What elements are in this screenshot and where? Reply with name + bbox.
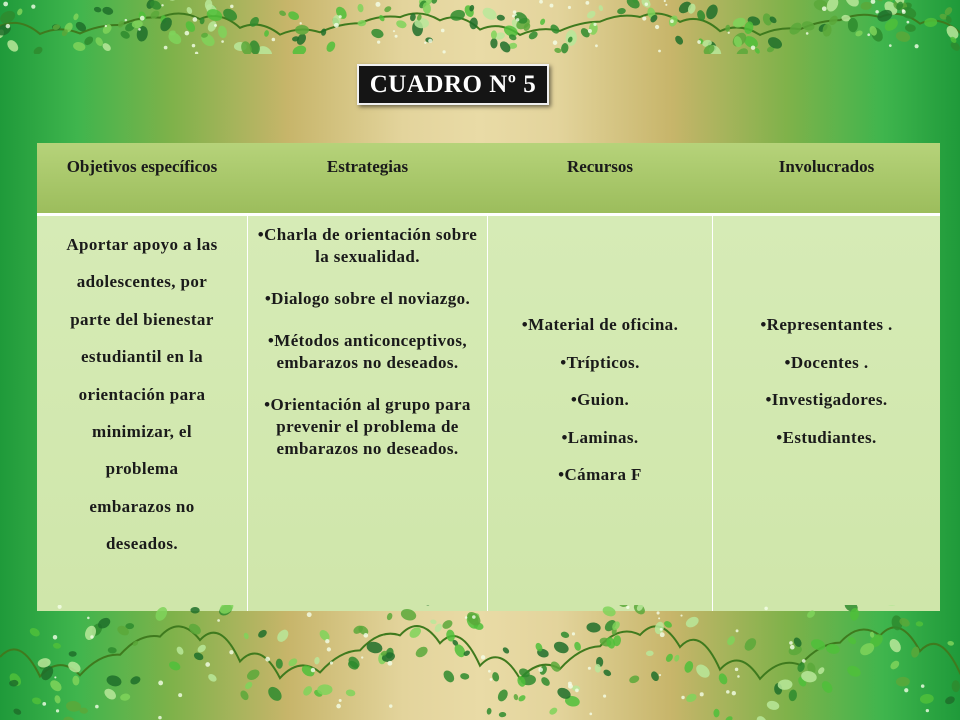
header-involucrados: Involucrados: [778, 157, 875, 176]
recurso-item: •Laminas.: [561, 427, 639, 447]
recursos-list: [488, 216, 712, 494]
table-header-row: [37, 143, 940, 216]
estrategias-list: [248, 216, 487, 460]
cell-involucrados: [713, 216, 940, 611]
objetivos-line: parte del bienestar: [70, 309, 214, 329]
recurso-item: •Material de oficina.: [521, 315, 679, 334]
objetivos-line: embarazos no: [89, 496, 195, 516]
header-recursos: Recursos: [566, 157, 634, 176]
objetivos-line: deseados.: [105, 534, 179, 554]
top-ivy-garland: [0, 0, 960, 54]
objetivos-line: adolescentes, por: [76, 272, 208, 292]
involucrado-item: •Representantes .: [760, 315, 893, 334]
cell-objetivos: [37, 216, 247, 611]
involucrado-item: •Docentes .: [784, 352, 869, 372]
ivy-garland-icon: [0, 0, 960, 54]
recurso-item: •Guion.: [570, 390, 630, 409]
recurso-item: •Cámara F: [558, 465, 642, 484]
estrategia-item: •Orientación al grupo para prevenir el problema de embarazos no deseados.: [264, 395, 471, 458]
estrategia-item: •Métodos anticonceptivos, embarazos no deseados.: [267, 331, 468, 372]
header-objetivos: Objetivos específicos: [66, 157, 218, 176]
bottom-ivy-garland: [0, 605, 960, 720]
objetivos-line: minimizar, el: [92, 422, 192, 442]
objetivos-line: Aportar apoyo a las: [66, 235, 218, 254]
estrategia-item: •Charla de orientación sobre la sexualidad.: [257, 225, 478, 266]
objetivos-line: estudiantil en la: [80, 347, 204, 367]
cell-recursos: [488, 216, 712, 611]
table-body-row: [37, 216, 940, 611]
objetivos-line: orientación para: [78, 384, 206, 404]
involucrado-item: •Investigadores.: [765, 390, 888, 409]
involucrados-list: [713, 216, 940, 456]
objetivos-line: problema: [105, 459, 179, 479]
cell-estrategias: [248, 216, 487, 611]
ivy-garland-icon: [0, 605, 960, 720]
involucrado-item: •Estudiantes.: [776, 427, 877, 447]
slide-title: CUADRO Nº 5: [357, 64, 549, 105]
recurso-item: •Trípticos.: [560, 352, 640, 372]
objetivos-text: [37, 216, 247, 563]
content-table: [37, 143, 940, 611]
header-estrategias: Estrategias: [326, 157, 409, 176]
estrategia-item: •Dialogo sobre el noviazgo.: [264, 289, 471, 308]
